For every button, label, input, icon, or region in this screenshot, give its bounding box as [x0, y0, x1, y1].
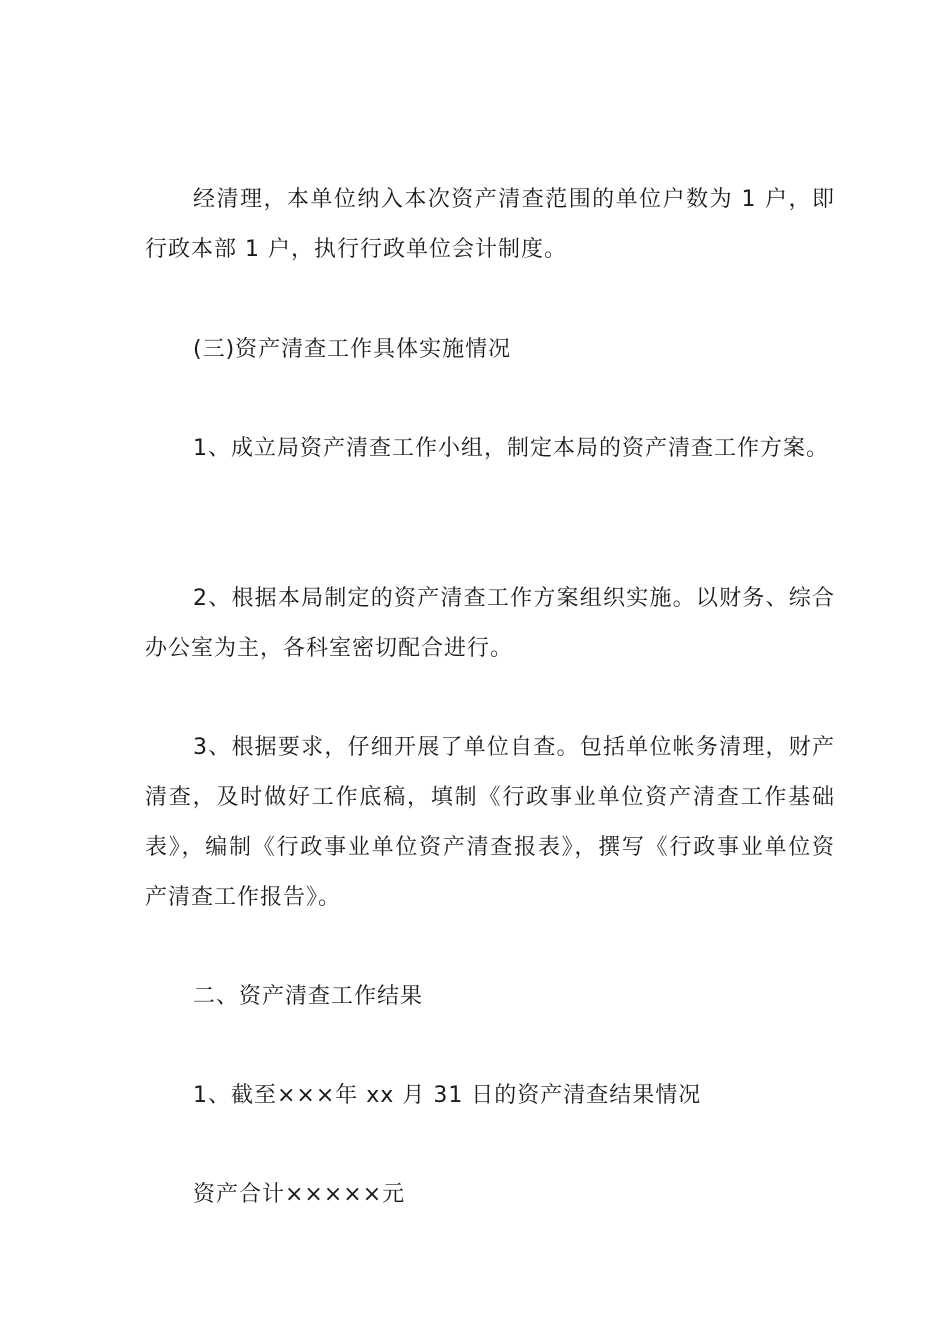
paragraph-result-date: 1、截至×××年 xx 月 31 日的资产清查结果情况 — [193, 1083, 702, 1108]
paragraph-step-3: 3、根据要求，仔细开展了单位自查。包括单位帐务清理，财产清查，及时做好工作底稿，填制《行政事业单位资产清查工作基础表》，编制《行政事业单位资产清查报表》，撰写《行政事业单位资产清查工作报告》。 — [145, 735, 835, 910]
paragraph-step-2: 2、根据本局制定的资产清查工作方案组织实施。以财务、综合办公室为主，各科室密切配合进行。 — [145, 586, 835, 661]
paragraph-step-1: 1、成立局资产清查工作小组，制定本局的资产清查工作方案。 — [193, 436, 829, 461]
paragraph-asset-total: 资产合计×××××元 — [193, 1182, 406, 1207]
heading-results: 二、资产清查工作结果 — [193, 984, 424, 1009]
paragraph-scope: 经清理，本单位纳入本次资产清查范围的单位户数为 1 户，即行政本部 1 户，执行行政单位会计制度。 — [145, 187, 835, 262]
heading-implementation: (三)资产清查工作具体实施情况 — [193, 337, 512, 362]
